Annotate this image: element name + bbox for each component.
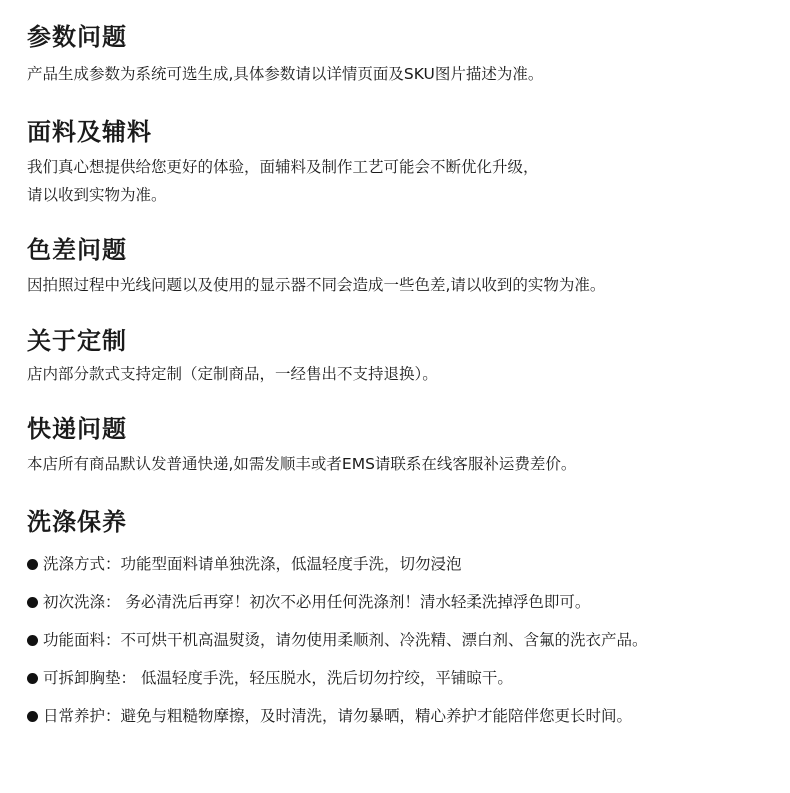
bullet-dot-icon xyxy=(27,597,38,608)
bullet-dot-icon xyxy=(27,635,38,646)
bullet-dot-icon xyxy=(27,711,38,722)
section-text-params: 产品生成参数为系统可选生成,具体参数请以详情页面及SKU图片描述为准。 xyxy=(27,65,544,83)
bullet-dot-icon xyxy=(27,673,38,684)
section-fabric xyxy=(27,117,777,209)
list-item xyxy=(27,552,462,576)
section-shipping xyxy=(27,414,777,478)
section-text-fabric-1: 我们真心想提供给您更好的体验，面辅料及制作工艺可能会不断优化升级， xyxy=(27,158,539,176)
list-item xyxy=(27,590,590,614)
bullet-dot-icon xyxy=(27,559,38,570)
section-text-color: 因拍照过程中光线问题以及使用的显示器不同会造成一些色差,请以收到的实物为准。 xyxy=(27,276,606,294)
section-text-fabric-2: 请以收到实物为准。 xyxy=(27,186,167,204)
section-title-custom: 关于定制 xyxy=(27,327,127,355)
care-item-text: 日常养护：避免与粗糙物摩擦，及时清洗，请勿暴晒，精心养护才能陪伴您更长时间。 xyxy=(43,707,633,725)
care-item-text: 初次洗涤： 务必清洗后再穿！初次不必用任何洗涤剂！清水轻柔洗掉浮色即可。 xyxy=(43,593,591,611)
list-item xyxy=(27,628,648,652)
section-title-params: 参数问题 xyxy=(27,23,127,51)
section-text-shipping: 本店所有商品默认发普通快递,如需发顺丰或者EMS请联系在线客服补运费差价。 xyxy=(27,455,577,473)
section-care xyxy=(27,507,777,537)
care-item-text: 洗涤方式：功能型面料请单独洗涤，低温轻度手洗，切勿浸泡 xyxy=(43,555,462,573)
list-item xyxy=(27,704,632,728)
list-item xyxy=(27,666,513,690)
section-title-fabric: 面料及辅料 xyxy=(27,118,152,146)
section-text-custom: 店内部分款式支持定制（定制商品，一经售出不支持退换）。 xyxy=(27,365,438,383)
care-item-text: 功能面料：不可烘干机高温熨烫，请勿使用柔顺剂、冷洗精、漂白剂、含氟的洗衣产品。 xyxy=(43,631,648,649)
section-title-color: 色差问题 xyxy=(27,236,127,264)
section-color xyxy=(27,235,777,299)
section-custom xyxy=(27,326,777,388)
section-params xyxy=(27,22,777,88)
section-title-care: 洗涤保养 xyxy=(27,508,127,536)
section-title-shipping: 快递问题 xyxy=(27,415,127,443)
care-item-text: 可拆卸胸垫： 低温轻度手洗，轻压脱水，洗后切勿拧绞，平铺晾干。 xyxy=(43,669,513,687)
